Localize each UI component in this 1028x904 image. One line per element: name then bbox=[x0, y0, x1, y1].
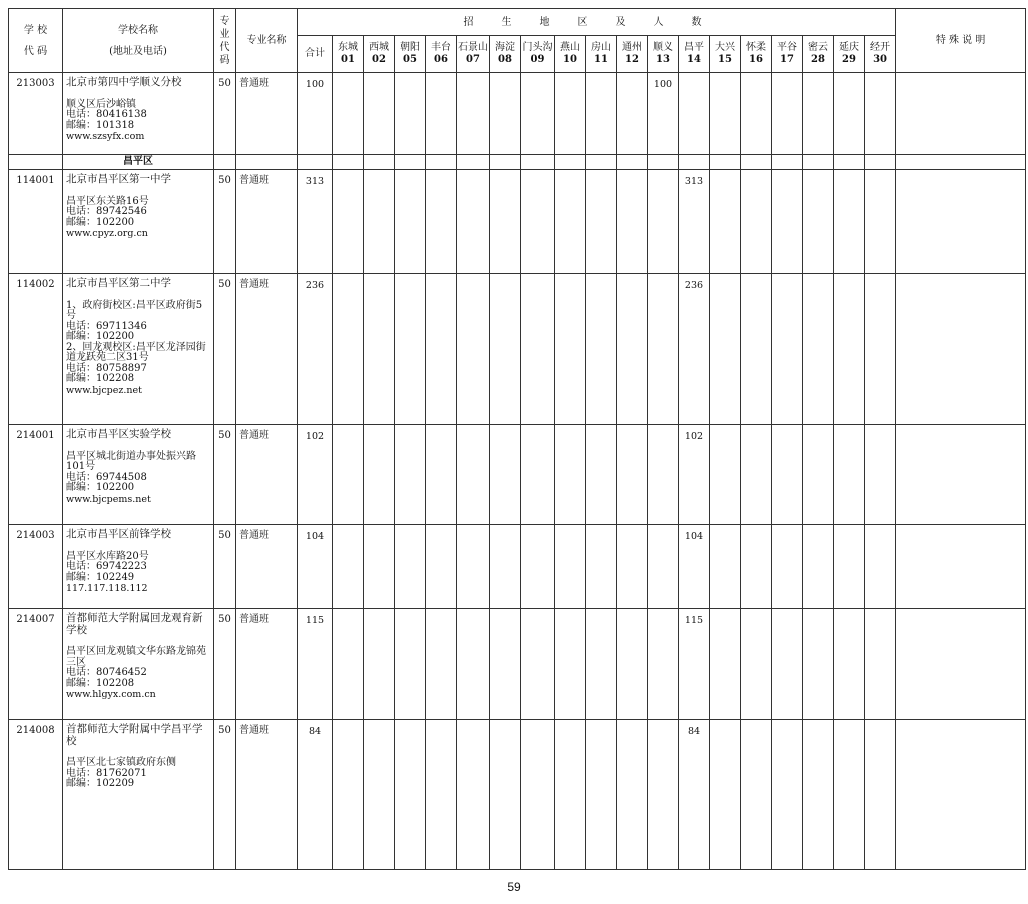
school-address: 昌平区水库路20号 电话：69742223 邮编：102249 bbox=[66, 550, 149, 583]
region-count bbox=[834, 73, 865, 155]
region-count: 84 bbox=[679, 720, 710, 870]
empty-cell bbox=[457, 155, 490, 170]
region-count bbox=[333, 609, 364, 720]
empty-cell bbox=[865, 155, 896, 170]
region-name: 通州 bbox=[622, 42, 642, 53]
school-info bbox=[63, 274, 214, 425]
empty-cell bbox=[741, 155, 772, 170]
school-website: www.cpyz.org.cn bbox=[66, 228, 148, 239]
region-count bbox=[521, 609, 555, 720]
region-count bbox=[586, 609, 617, 720]
header-region bbox=[426, 36, 457, 73]
region-count bbox=[803, 170, 834, 274]
region-count bbox=[457, 170, 490, 274]
empty-cell bbox=[648, 155, 679, 170]
region-count bbox=[490, 274, 521, 425]
school-website: 117.117.118.112 bbox=[66, 583, 148, 594]
header-region bbox=[834, 36, 865, 73]
region-count bbox=[710, 720, 741, 870]
major-code: 50 bbox=[214, 170, 236, 274]
region-count bbox=[333, 525, 364, 609]
region-count bbox=[803, 720, 834, 870]
major-name: 普通班 bbox=[236, 425, 298, 525]
school-address: 顺义区后沙峪镇 电话：80416138 邮编：101318 bbox=[66, 98, 147, 131]
region-count bbox=[586, 720, 617, 870]
region-name: 海淀 bbox=[495, 42, 515, 53]
region-count bbox=[586, 170, 617, 274]
total-count: 115 bbox=[298, 609, 333, 720]
empty-cell bbox=[364, 155, 395, 170]
region-count bbox=[741, 609, 772, 720]
region-count bbox=[521, 425, 555, 525]
region-code: 15 bbox=[718, 54, 732, 65]
region-count bbox=[426, 170, 457, 274]
region-count bbox=[364, 170, 395, 274]
empty-cell bbox=[586, 155, 617, 170]
region-count: 104 bbox=[679, 525, 710, 609]
major-code: 50 bbox=[214, 609, 236, 720]
school-code: 214008 bbox=[9, 720, 63, 870]
region-code: 02 bbox=[372, 54, 386, 65]
region-name: 房山 bbox=[591, 42, 611, 53]
empty-cell bbox=[214, 155, 236, 170]
total-count: 102 bbox=[298, 425, 333, 525]
region-count bbox=[555, 425, 586, 525]
region-count bbox=[586, 73, 617, 155]
region-count bbox=[364, 609, 395, 720]
special-note bbox=[896, 274, 1026, 425]
header-major-code: 专业代码 bbox=[214, 9, 236, 73]
school-address: 昌平区东关路16号 电话：89742546 邮编：102200 bbox=[66, 195, 149, 228]
region-count bbox=[741, 720, 772, 870]
region-count: 100 bbox=[648, 73, 679, 155]
header-region bbox=[586, 36, 617, 73]
region-name: 朝阳 bbox=[400, 42, 420, 53]
region-count bbox=[490, 525, 521, 609]
region-name: 大兴 bbox=[715, 42, 735, 53]
header-region bbox=[333, 36, 364, 73]
region-count bbox=[521, 525, 555, 609]
region-count bbox=[710, 170, 741, 274]
region-count bbox=[457, 73, 490, 155]
school-name: 北京市第四中学顺义分校 bbox=[66, 76, 182, 88]
special-note bbox=[896, 425, 1026, 525]
region-count bbox=[772, 609, 803, 720]
region-name: 石景山 bbox=[458, 42, 488, 53]
district-label: 昌平区 bbox=[63, 155, 214, 170]
table-row bbox=[9, 73, 1026, 155]
region-count bbox=[521, 720, 555, 870]
region-count bbox=[865, 720, 896, 870]
region-code: 29 bbox=[842, 54, 856, 65]
empty-cell bbox=[617, 155, 648, 170]
school-name: 北京市昌平区实验学校 bbox=[66, 428, 171, 440]
school-name: 北京市昌平区前锋学校 bbox=[66, 528, 171, 540]
region-count bbox=[426, 425, 457, 525]
region-count bbox=[741, 525, 772, 609]
region-count bbox=[710, 73, 741, 155]
region-count bbox=[772, 274, 803, 425]
major-code: 50 bbox=[214, 720, 236, 870]
region-count bbox=[555, 274, 586, 425]
empty-cell bbox=[521, 155, 555, 170]
header-region bbox=[865, 36, 896, 73]
region-count bbox=[865, 425, 896, 525]
empty-cell bbox=[555, 155, 586, 170]
region-code: 30 bbox=[873, 54, 888, 65]
school-address: 昌平区北七家镇政府东侧 电话：81762071 邮编：102209 bbox=[66, 757, 176, 789]
total-count: 84 bbox=[298, 720, 333, 870]
major-code: 50 bbox=[214, 525, 236, 609]
region-count bbox=[865, 73, 896, 155]
region-count bbox=[710, 425, 741, 525]
region-count bbox=[834, 274, 865, 425]
region-count bbox=[772, 425, 803, 525]
header-school-name: 学校名称 (地址及电话) bbox=[63, 9, 214, 73]
school-info bbox=[63, 73, 214, 155]
page-number: 59 bbox=[507, 880, 521, 894]
school-name: 首都师范大学附属回龙观育新学校 bbox=[66, 612, 203, 636]
region-count bbox=[617, 73, 648, 155]
region-count bbox=[457, 720, 490, 870]
total-count: 100 bbox=[298, 73, 333, 155]
region-count bbox=[834, 170, 865, 274]
region-count bbox=[710, 609, 741, 720]
region-count bbox=[834, 609, 865, 720]
region-count bbox=[586, 525, 617, 609]
major-name: 普通班 bbox=[236, 170, 298, 274]
region-count bbox=[426, 609, 457, 720]
region-count bbox=[490, 425, 521, 525]
empty-cell bbox=[426, 155, 457, 170]
region-name: 平谷 bbox=[777, 42, 797, 53]
region-count bbox=[586, 425, 617, 525]
region-count bbox=[617, 525, 648, 609]
region-count bbox=[586, 274, 617, 425]
region-count bbox=[426, 274, 457, 425]
region-count bbox=[333, 720, 364, 870]
total-count: 313 bbox=[298, 170, 333, 274]
region-count bbox=[426, 525, 457, 609]
header-region bbox=[521, 36, 555, 73]
region-code: 06 bbox=[434, 54, 448, 65]
header-special-note: 特 殊 说 明 bbox=[896, 9, 1026, 73]
region-code: 16 bbox=[749, 54, 763, 65]
school-info bbox=[63, 609, 214, 720]
region-count bbox=[617, 720, 648, 870]
header-region bbox=[803, 36, 834, 73]
region-count bbox=[395, 73, 426, 155]
region-count bbox=[648, 720, 679, 870]
region-name: 经开 bbox=[870, 42, 891, 53]
school-code: 114002 bbox=[9, 274, 63, 425]
school-address: 昌平区回龙观镇文华东路龙锦苑三区 电话：80746452 邮编：102208 bbox=[66, 646, 206, 689]
region-count bbox=[865, 609, 896, 720]
region-count bbox=[648, 274, 679, 425]
region-name: 燕山 bbox=[560, 42, 580, 53]
school-info bbox=[63, 170, 214, 274]
empty-cell bbox=[490, 155, 521, 170]
region-count bbox=[803, 425, 834, 525]
region-count bbox=[333, 170, 364, 274]
empty-cell bbox=[298, 155, 333, 170]
region-count bbox=[364, 274, 395, 425]
header-region bbox=[457, 36, 490, 73]
empty-cell bbox=[236, 155, 298, 170]
region-count bbox=[457, 525, 490, 609]
region-count bbox=[395, 720, 426, 870]
region-count bbox=[521, 170, 555, 274]
region-count bbox=[617, 425, 648, 525]
region-name: 密云 bbox=[808, 42, 828, 53]
region-code: 14 bbox=[687, 54, 701, 65]
enrollment-table bbox=[8, 8, 1026, 870]
empty-cell bbox=[710, 155, 741, 170]
region-count bbox=[333, 425, 364, 525]
header-region bbox=[364, 36, 395, 73]
special-note bbox=[896, 525, 1026, 609]
region-count bbox=[803, 73, 834, 155]
region-count bbox=[648, 425, 679, 525]
region-count: 236 bbox=[679, 274, 710, 425]
header-school-code: 学 校 代 码 bbox=[9, 9, 63, 73]
header-region bbox=[772, 36, 803, 73]
region-count bbox=[710, 274, 741, 425]
region-count bbox=[617, 274, 648, 425]
region-name: 门头沟 bbox=[522, 42, 553, 53]
district-code-cell bbox=[9, 155, 63, 170]
empty-cell bbox=[896, 155, 1026, 170]
region-code: 12 bbox=[625, 54, 639, 65]
school-website: www.bjcpez.net bbox=[66, 384, 142, 396]
region-count bbox=[364, 720, 395, 870]
table-row bbox=[9, 170, 1026, 274]
region-count bbox=[457, 425, 490, 525]
region-count bbox=[741, 73, 772, 155]
region-count bbox=[772, 525, 803, 609]
header-region bbox=[679, 36, 710, 73]
empty-cell bbox=[333, 155, 364, 170]
region-count bbox=[741, 425, 772, 525]
school-website: www.szsyfx.com bbox=[66, 131, 145, 142]
region-count: 102 bbox=[679, 425, 710, 525]
special-note bbox=[896, 609, 1026, 720]
region-count bbox=[395, 170, 426, 274]
region-count bbox=[490, 609, 521, 720]
region-count bbox=[333, 274, 364, 425]
header-region-title: 招生地区及人数 bbox=[298, 9, 896, 36]
region-count bbox=[426, 73, 457, 155]
region-count bbox=[648, 609, 679, 720]
school-website: www.bjcpems.net bbox=[66, 493, 151, 505]
special-note bbox=[896, 73, 1026, 155]
region-code: 11 bbox=[594, 54, 608, 65]
region-code: 05 bbox=[403, 54, 417, 65]
region-count bbox=[741, 170, 772, 274]
region-count bbox=[772, 170, 803, 274]
header-major-name: 专业名称 bbox=[236, 9, 298, 73]
special-note bbox=[896, 170, 1026, 274]
region-count bbox=[490, 170, 521, 274]
region-count bbox=[364, 525, 395, 609]
region-count bbox=[457, 274, 490, 425]
empty-cell bbox=[772, 155, 803, 170]
region-count bbox=[834, 525, 865, 609]
header-region bbox=[741, 36, 772, 73]
major-name: 普通班 bbox=[236, 720, 298, 870]
school-info bbox=[63, 425, 214, 525]
header-region bbox=[710, 36, 741, 73]
region-count bbox=[555, 720, 586, 870]
header-region bbox=[555, 36, 586, 73]
school-address: 1、政府街校区:昌平区政府街5号 电话：69711346 邮编：102200 2、回龙观校区:昌平区龙泽园街道龙跃苑二区31号 电话：80758897 邮编：102208 bbox=[66, 299, 206, 384]
school-code: 214003 bbox=[9, 525, 63, 609]
region-count bbox=[555, 73, 586, 155]
school-code: 213003 bbox=[9, 73, 63, 155]
header-region bbox=[490, 36, 521, 73]
region-count bbox=[395, 609, 426, 720]
region-code: 13 bbox=[656, 54, 670, 65]
region-name: 怀柔 bbox=[746, 42, 766, 53]
header-region bbox=[617, 36, 648, 73]
region-count bbox=[457, 609, 490, 720]
region-count bbox=[834, 720, 865, 870]
school-name: 首都师范大学附属中学昌平学校 bbox=[66, 723, 203, 747]
region-count bbox=[772, 720, 803, 870]
school-code: 214007 bbox=[9, 609, 63, 720]
region-code: 28 bbox=[811, 54, 825, 65]
region-count bbox=[555, 609, 586, 720]
school-website: www.hlgyx.com.cn bbox=[66, 689, 156, 700]
region-code: 01 bbox=[341, 54, 355, 65]
total-count: 236 bbox=[298, 274, 333, 425]
region-count bbox=[834, 425, 865, 525]
school-info bbox=[63, 720, 214, 870]
table-row bbox=[9, 525, 1026, 609]
region-code: 17 bbox=[780, 54, 794, 65]
major-code: 50 bbox=[214, 274, 236, 425]
major-code: 50 bbox=[214, 73, 236, 155]
region-count bbox=[710, 525, 741, 609]
empty-cell bbox=[679, 155, 710, 170]
region-count bbox=[555, 170, 586, 274]
region-name: 东城 bbox=[338, 42, 358, 53]
region-count bbox=[395, 525, 426, 609]
region-name: 顺义 bbox=[653, 42, 673, 53]
school-address: 昌平区城北街道办事处振兴路101号 电话：69744508 邮编：102200 bbox=[66, 450, 196, 493]
region-count bbox=[865, 525, 896, 609]
region-count bbox=[490, 720, 521, 870]
region-count bbox=[521, 73, 555, 155]
region-count bbox=[803, 274, 834, 425]
region-count bbox=[364, 425, 395, 525]
region-count bbox=[521, 274, 555, 425]
major-name: 普通班 bbox=[236, 73, 298, 155]
region-count bbox=[555, 525, 586, 609]
region-name: 延庆 bbox=[839, 42, 859, 53]
major-name: 普通班 bbox=[236, 609, 298, 720]
region-count bbox=[803, 525, 834, 609]
table-row bbox=[9, 274, 1026, 425]
empty-cell bbox=[834, 155, 865, 170]
district-row bbox=[9, 155, 1026, 170]
header-region bbox=[648, 36, 679, 73]
table-row bbox=[9, 425, 1026, 525]
region-name: 西城 bbox=[369, 42, 389, 53]
school-code: 214001 bbox=[9, 425, 63, 525]
region-count bbox=[426, 720, 457, 870]
region-count bbox=[772, 73, 803, 155]
region-name: 昌平 bbox=[684, 42, 704, 53]
school-name: 北京市昌平区第二中学 bbox=[66, 277, 171, 289]
header-total: 合计 bbox=[298, 36, 333, 73]
school-name: 北京市昌平区第一中学 bbox=[66, 173, 171, 185]
region-count bbox=[679, 73, 710, 155]
region-count bbox=[648, 170, 679, 274]
region-count bbox=[395, 425, 426, 525]
region-count: 313 bbox=[679, 170, 710, 274]
region-count bbox=[741, 274, 772, 425]
major-name: 普通班 bbox=[236, 274, 298, 425]
region-count: 115 bbox=[679, 609, 710, 720]
region-count bbox=[803, 609, 834, 720]
table-row bbox=[9, 609, 1026, 720]
region-count bbox=[648, 525, 679, 609]
major-name: 普通班 bbox=[236, 525, 298, 609]
table-row bbox=[9, 720, 1026, 870]
region-count bbox=[364, 73, 395, 155]
region-code: 10 bbox=[563, 54, 577, 65]
major-code: 50 bbox=[214, 425, 236, 525]
header-region bbox=[395, 36, 426, 73]
empty-cell bbox=[803, 155, 834, 170]
region-count bbox=[617, 170, 648, 274]
region-count bbox=[395, 274, 426, 425]
school-info bbox=[63, 525, 214, 609]
region-count bbox=[865, 170, 896, 274]
region-code: 07 bbox=[466, 54, 480, 65]
special-note bbox=[896, 720, 1026, 870]
region-code: 09 bbox=[530, 54, 545, 65]
region-count bbox=[617, 609, 648, 720]
school-code: 114001 bbox=[9, 170, 63, 274]
empty-cell bbox=[395, 155, 426, 170]
region-count bbox=[490, 73, 521, 155]
region-count bbox=[333, 73, 364, 155]
region-count bbox=[865, 274, 896, 425]
total-count: 104 bbox=[298, 525, 333, 609]
region-name: 丰台 bbox=[431, 42, 451, 53]
region-code: 08 bbox=[498, 54, 512, 65]
